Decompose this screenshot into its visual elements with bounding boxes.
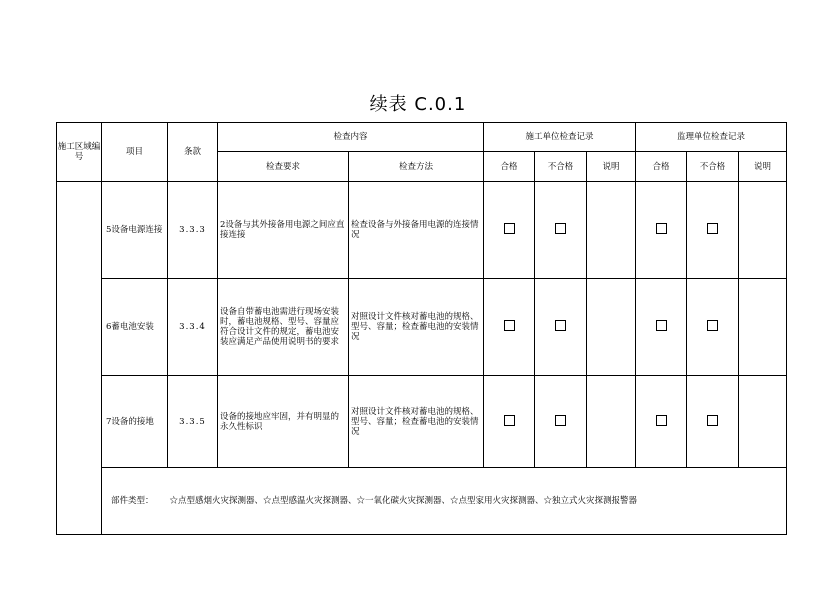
header-construction-note: 说明 [587, 152, 636, 182]
supervision-note-cell[interactable] [739, 182, 787, 279]
construction-note-cell[interactable] [587, 279, 636, 376]
row-item: 7设备的接地 [102, 376, 168, 468]
row-requirement: 2设备与其外接备用电源之间应直接连接 [218, 182, 349, 279]
zone-cell[interactable] [57, 182, 102, 535]
construction-fail-checkbox[interactable] [555, 223, 566, 234]
construction-note-cell[interactable] [587, 182, 636, 279]
header-construction-fail: 不合格 [535, 152, 587, 182]
header-construction-pass: 合格 [484, 152, 535, 182]
construction-note-cell[interactable] [587, 376, 636, 468]
row-requirement: 设备自带蓄电池需进行现场安装时，蓄电池规格、型号、容量应符合设计文件的规定，蓄电池安装应满足产品使用说明书的要求 [218, 279, 349, 376]
construction-pass-checkbox[interactable] [504, 415, 515, 426]
header-check-content: 检查内容 [218, 123, 484, 152]
header-supervision-pass: 合格 [636, 152, 687, 182]
table-row [57, 182, 787, 279]
header-supervision-fail: 不合格 [687, 152, 739, 182]
table-row [57, 279, 787, 376]
header-supervision-record: 监理单位检查记录 [636, 123, 787, 152]
supervision-pass-checkbox[interactable] [656, 320, 667, 331]
row-method: 对照设计文件核对蓄电池的规格、型号、容量；检查蓄电池的安装情况 [349, 279, 484, 376]
page-title: 续表 C.0.1 [369, 94, 467, 115]
row-method: 检查设备与外接备用电源的连接情况 [349, 182, 484, 279]
header-check-method: 检查方法 [349, 152, 484, 182]
construction-pass-checkbox[interactable] [504, 223, 515, 234]
construction-pass-checkbox[interactable] [504, 320, 515, 331]
row-item: 6蓄电池安装 [102, 279, 168, 376]
row-method: 对照设计文件核对蓄电池的规格、型号、容量；检查蓄电池的安装情况 [349, 376, 484, 468]
row-item: 5设备电源连接 [102, 182, 168, 279]
header-check-requirement: 检查要求 [218, 152, 349, 182]
component-type-row [57, 468, 787, 535]
inspection-table [56, 122, 787, 535]
header-construction-record: 施工单位检查记录 [484, 123, 636, 152]
header-item: 项目 [102, 123, 168, 182]
component-type-list: ☆点型感烟火灾探测器、☆点型感温火灾探测器、☆一氧化碳火灾探测器、☆点型家用火灾探测器、☆独立式火灾探测报警器 [169, 496, 638, 506]
table-row [57, 376, 787, 468]
supervision-note-cell[interactable] [739, 376, 787, 468]
supervision-fail-checkbox[interactable] [707, 320, 718, 331]
supervision-pass-checkbox[interactable] [656, 415, 667, 426]
row-clause: 3.3.4 [168, 279, 218, 376]
construction-fail-checkbox[interactable] [555, 320, 566, 331]
header-supervision-note: 说明 [739, 152, 787, 182]
supervision-pass-checkbox[interactable] [656, 223, 667, 234]
row-requirement: 设备的接地应牢固，并有明显的永久性标识 [218, 376, 349, 468]
supervision-fail-checkbox[interactable] [707, 415, 718, 426]
component-type-label: 部件类型： [111, 496, 154, 506]
supervision-note-cell[interactable] [739, 279, 787, 376]
row-clause: 3.3.5 [168, 376, 218, 468]
row-clause: 3.3.3 [168, 182, 218, 279]
header-zone: 施工区域编号 [57, 123, 102, 182]
header-clause: 条款 [168, 123, 218, 182]
component-type-cell [102, 468, 787, 535]
construction-fail-checkbox[interactable] [555, 415, 566, 426]
supervision-fail-checkbox[interactable] [707, 223, 718, 234]
